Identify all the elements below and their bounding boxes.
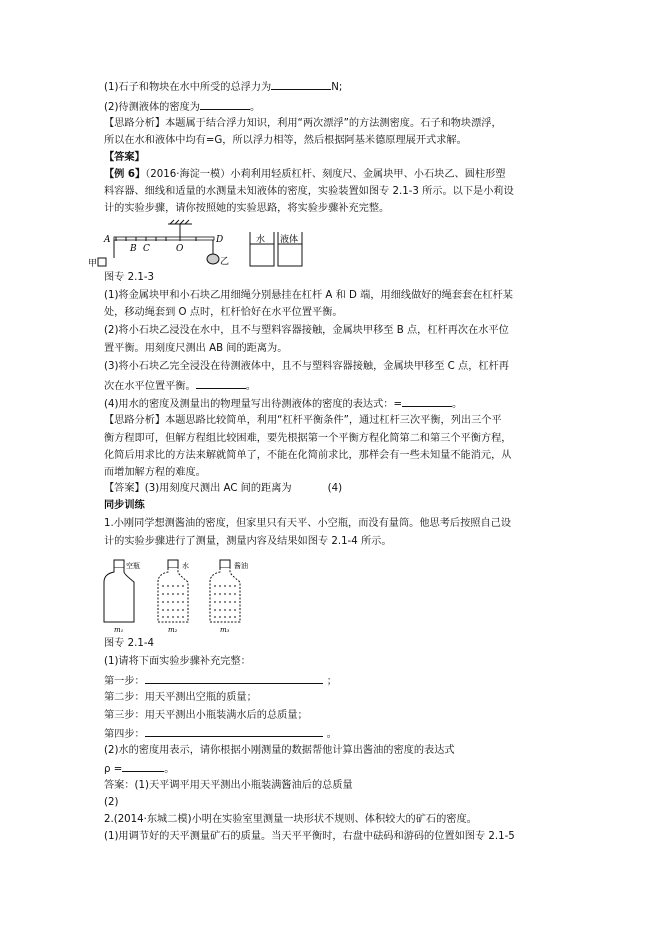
answer-line: 答案：(1)天平调平用天平测出小瓶装满酱油后的总质量	[104, 780, 353, 791]
figure-caption: 图专 2.1-3	[104, 272, 154, 283]
formula-line: ρ = 。	[104, 761, 574, 777]
analysis-line: 【思路分析】本题属于结合浮力知识，利用“两次漂浮”的方法测密度。石子和物块漂浮，	[104, 118, 502, 129]
label-B: B	[130, 244, 137, 254]
answer-line: 【答案】(3)用刻度尺测出 AC 间的距离为 (4)	[104, 483, 343, 494]
step-text: 次在水平位置平衡。 。	[104, 378, 574, 394]
question-part-2: (2)待测液体的密度为 。	[104, 99, 574, 115]
metal-block-jia	[98, 258, 106, 266]
example-text: 计的实验步骤，请你按照她的实验思路，将实验步骤补充完整。	[104, 203, 390, 214]
bottle-label-soy: 酱油	[234, 562, 248, 570]
instruction-text: (1)请将下面实验步骤补充完整：	[104, 656, 251, 667]
question-part-1: (1)石子和物块在水中所受的总浮力为 N;	[104, 79, 574, 95]
step-text: 处，移动绳套到 O 点时，杠杆恰好在水平位置平衡。	[104, 307, 343, 318]
section-heading: 同步训练	[104, 500, 145, 511]
bottles-figure	[100, 556, 260, 634]
step-2: 第二步：用天平测出空瓶的质量；	[104, 692, 257, 703]
step-text: (4)用水的密度及测量出的物理量写出待测液体的密度的表达式：= 。	[104, 396, 574, 412]
label-yi: 乙	[220, 257, 230, 267]
analysis-line: 衡方程即可，但解方程组比较困难，要先根据第一个平衡方程化简第二和第三个平衡方程，	[104, 433, 512, 444]
mass-label-m3: m₃	[220, 626, 230, 634]
step-3: 第三步：用天平测出小瓶装满水后的总质量；	[104, 710, 308, 721]
example-text: 料容器、细线和适量的水测量未知液体的密度，实验装置如图专 2.1-3 所示。以下是小莉设	[104, 186, 514, 197]
analysis-line: 【思路分析】本题思路比较简单，利用“杠杆平衡条件”，通过杠杆三次平衡，列出三个平	[104, 415, 502, 426]
label-water: 水	[256, 235, 266, 245]
label-C: C	[143, 244, 150, 254]
step-text: (3)将小石块乙完全浸没在待测液体中，且不与塑料容器接触，金属块甲移至 C 点，杠杆再	[104, 361, 509, 372]
step-1: 第一步： ；	[104, 673, 574, 689]
label-jia: 甲	[88, 259, 98, 269]
question-1-text: 1.小刚同学想测酱油的密度，但家里只有天平、小空瓶，而没有量筒。他思考后按照自己设	[104, 518, 512, 529]
question-text: (2)水的密度用表示，请你根据小刚测量的数据帮他计算出酱油的密度的表达式	[104, 745, 455, 756]
step-text: 置平衡。用刻度尺测出 AB 间的距离为。	[104, 343, 288, 354]
analysis-line: 所以在水和液体中均有=G，所以浮力相等，然后根据阿基米德原理展开式求解。	[104, 135, 467, 146]
analysis-line: 而增加解方程的难度。	[104, 467, 206, 478]
label-D: D	[216, 235, 224, 245]
step-text: (2)将小石块乙浸没在水中，且不与塑料容器接触，金属块甲移至 B 点，杠杆再次在水平位	[104, 325, 509, 336]
answer-heading: 【答案】	[104, 152, 145, 163]
analysis-line: 化简后用求比的方法来解就简单了，不能在化简前求比，那样会有一些未知量不能消元，从	[104, 450, 512, 461]
lever-figure	[88, 218, 336, 269]
stone-yi	[207, 254, 219, 264]
mass-label-m2: m₂	[168, 626, 178, 634]
bottle-label-empty: 空瓶	[126, 562, 140, 570]
label-A: A	[104, 235, 111, 245]
step-text: (1)将金属块甲和小石块乙用细绳分别悬挂在杠杆 A 和 D 端，用细线做好的绳套套在杠杆某	[104, 290, 513, 301]
answer-line: (2)	[104, 797, 119, 808]
example-6-title: 【例 6】（2016·海淀一模）小莉利用轻质杠杆、刻度尺、金属块甲、小石块乙、圆柱形塑	[104, 169, 506, 180]
figure-caption: 图专 2.1-4	[104, 638, 154, 649]
question-2-text: (1)用调节好的天平测量矿石的质量。当天平平衡时，右盘中砝码和游码的位置如图专 2.1-5	[104, 831, 515, 842]
mass-label-m1: m₁	[114, 626, 124, 634]
question-1-text: 计的实验步骤进行了测量，测量内容及结果如图专 2.1-4 所示。	[104, 536, 392, 547]
question-2-text: 2.(2014·东城二模)小明在实验室里测量一块形状不规则、体积较大的矿石的密度。	[104, 814, 477, 825]
bottle-label-water: 水	[182, 562, 189, 570]
label-liquid: 液体	[280, 235, 299, 245]
label-O: O	[176, 244, 184, 254]
step-4: 第四步： 。	[104, 726, 574, 742]
